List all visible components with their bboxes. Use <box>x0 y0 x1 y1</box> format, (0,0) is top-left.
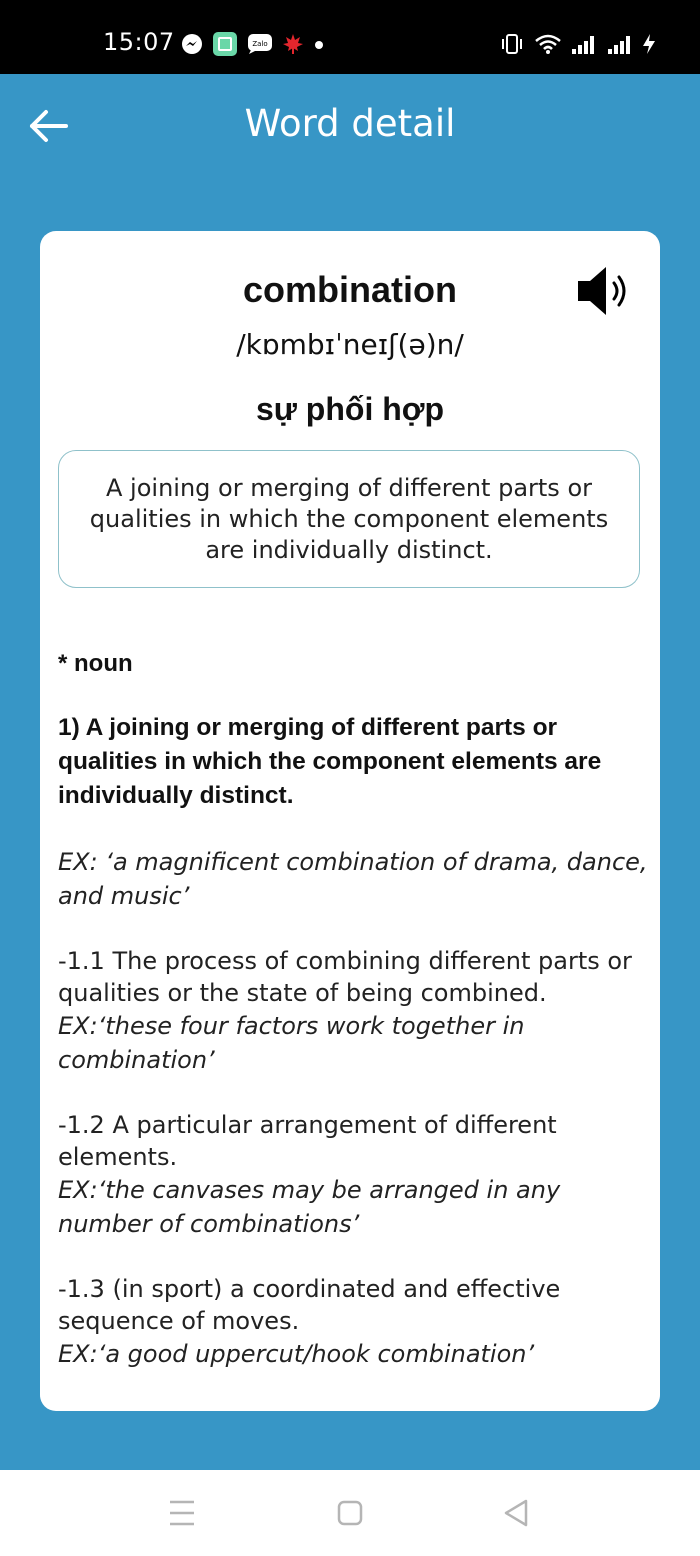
signal-icon <box>570 33 598 55</box>
calendar-app-icon <box>213 32 237 56</box>
system-nav-bar <box>0 1470 700 1556</box>
entry-content <box>58 649 648 1371</box>
sub-sense-example: EX:‘a good uppercut/hook combination’ <box>58 1340 535 1368</box>
zalo-icon <box>247 33 273 55</box>
sub-sense-example: EX:‘the canvases may be arranged in any number of combinations’ <box>58 1176 561 1238</box>
menu-icon[interactable] <box>162 1496 202 1530</box>
word-title: combination <box>243 269 457 310</box>
main-example: EX: ‘a magnificent combination of drama, dance, and music’ <box>58 848 648 910</box>
definition-text: A joining or merging of different parts or qualities in which the component elements are individually distinct. <box>89 473 609 564</box>
word-card <box>40 231 660 1411</box>
charging-icon <box>640 33 658 55</box>
sub-sense <box>58 945 648 1077</box>
maple-leaf-icon <box>282 33 304 55</box>
phonetic: /kɒmbɪˈneɪʃ(ə)n/ <box>236 328 464 361</box>
part-of-speech: * noun <box>58 650 133 677</box>
status-bar <box>0 0 700 74</box>
home-square-icon[interactable] <box>330 1496 370 1530</box>
app-bar <box>0 74 700 178</box>
page-title: Word detail <box>244 102 456 145</box>
sub-sense-example: EX:‘these four factors work together in combination’ <box>58 1012 525 1074</box>
svg-text:Zalo: Zalo <box>252 40 268 48</box>
translation: sự phối hợp <box>255 391 445 427</box>
signal-icon-2 <box>606 33 634 55</box>
wifi-icon <box>534 33 562 55</box>
definition-box <box>58 450 640 588</box>
sub-sense <box>58 1273 648 1371</box>
sub-sense-text: -1.1 The process of combining different parts or qualities or the state of being combined. <box>58 947 632 1007</box>
sub-sense <box>58 1109 648 1241</box>
sub-sense-text: -1.2 A particular arrangement of different elements. <box>58 1111 557 1171</box>
status-time: 15:07 <box>103 28 175 56</box>
main-sense: 1) A joining or merging of different parts or qualities in which the component elements are individually distinct. <box>58 714 602 809</box>
speaker-icon[interactable] <box>574 263 634 319</box>
sub-sense-text: -1.3 (in sport) a coordinated and effective sequence of moves. <box>58 1275 561 1335</box>
messenger-icon <box>181 33 203 55</box>
back-triangle-icon[interactable] <box>496 1496 536 1530</box>
vibrate-icon <box>500 33 524 55</box>
dot-icon <box>314 33 324 55</box>
